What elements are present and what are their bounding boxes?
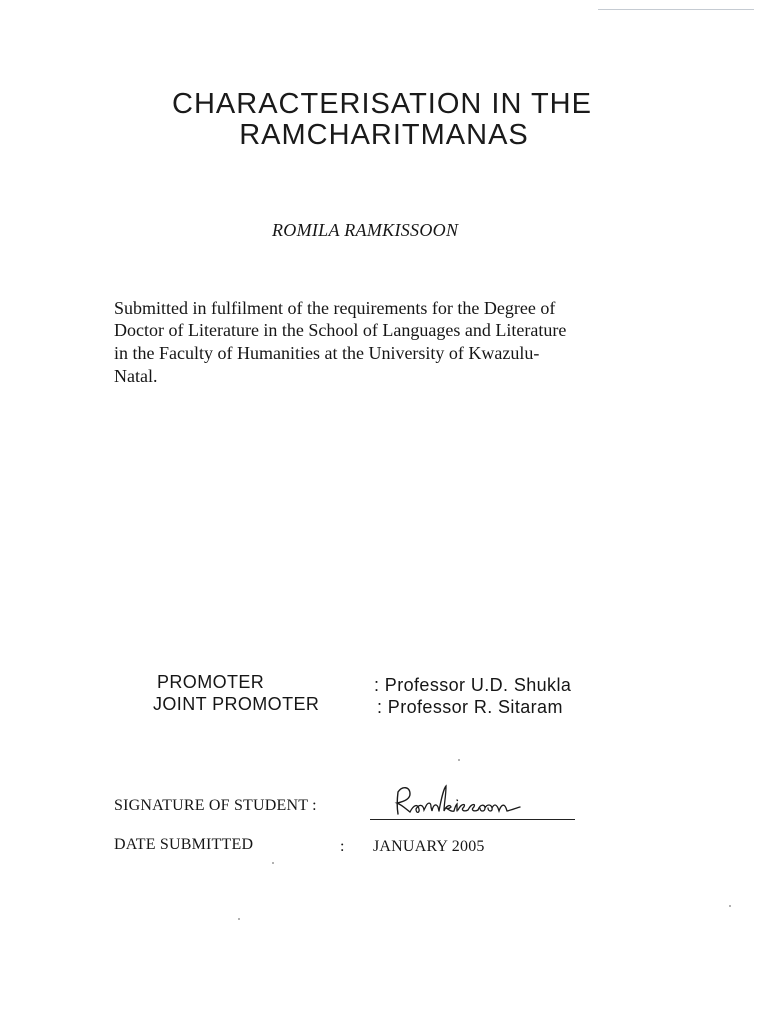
- joint-promoter-label: JOINT PROMOTER: [153, 694, 320, 714]
- scan-speck: [458, 759, 460, 761]
- joint-promoter-value: : Professor R. Sitaram: [377, 697, 563, 717]
- handwritten-signature: [388, 782, 538, 822]
- submission-statement-line-2: Doctor of Literature in the School of Languages and Literature: [114, 320, 567, 340]
- submission-statement-line-4: Natal.: [114, 366, 158, 386]
- signature-label: SIGNATURE OF STUDENT :: [114, 797, 317, 814]
- date-colon: :: [340, 838, 345, 855]
- scan-speck: [729, 905, 731, 907]
- submission-statement-line-1: Submitted in fulfilment of the requirements for the Degree of: [114, 298, 556, 318]
- scan-edge-line: [598, 9, 754, 10]
- promoter-value: : Professor U.D. Shukla: [374, 675, 572, 695]
- date-submitted-label: DATE SUBMITTED: [114, 836, 254, 853]
- submission-statement-line-3: in the Faculty of Humanities at the University of Kwazulu-: [114, 343, 540, 363]
- thesis-title-line-2: RAMCHARITMANAS: [239, 119, 529, 151]
- signature-line: [370, 819, 575, 820]
- author-name: ROMILA RAMKISSOON: [272, 220, 459, 240]
- scan-speck: [238, 918, 240, 920]
- date-submitted-value: JANUARY 2005: [373, 838, 485, 855]
- promoter-label: PROMOTER: [157, 672, 265, 692]
- scan-speck: [272, 862, 274, 864]
- thesis-title-line-1: CHARACTERISATION IN THE: [172, 88, 592, 120]
